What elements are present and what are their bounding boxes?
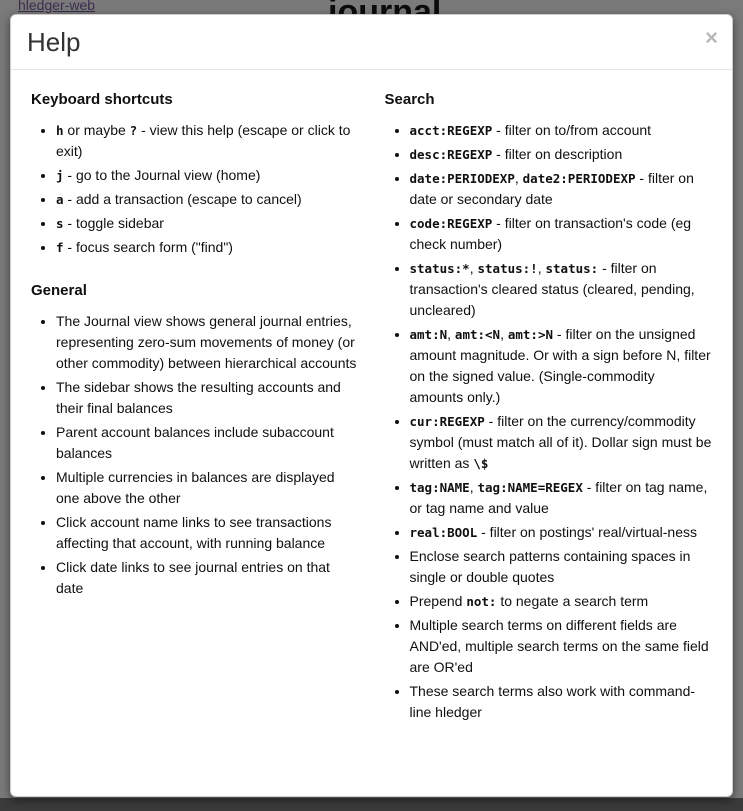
close-icon[interactable]: ×: [705, 25, 718, 50]
help-modal: [10, 14, 733, 797]
search-list: [385, 120, 713, 723]
list-item: • tag:NAME, tag:NAME=REGEX - filter on tag name, or tag name and value: [410, 477, 713, 519]
list-item: • Click account name links to see transactions affecting that account, with running balance: [56, 512, 359, 554]
list-item: • s - toggle sidebar: [56, 213, 359, 234]
list-item: • f - focus search form ("find"): [56, 237, 359, 258]
bottom-strip: [0, 798, 743, 811]
list-item: • date:PERIODEXP, date2:PERIODEXP - filter on date or secondary date: [410, 168, 713, 210]
general-list: [31, 311, 359, 599]
list-item: • Enclose search patterns containing spaces in single or double quotes: [410, 546, 713, 588]
section-title-search: Search: [384, 90, 435, 108]
list-item: • Parent account balances include subaccount balances: [56, 422, 359, 464]
list-item: • cur:REGEXP - filter on the currency/commodity symbol (must match all of it). Dollar sign must be written as \$: [410, 411, 713, 474]
modal-title: Help: [27, 27, 81, 57]
list-item: • h or maybe ? - view this help (escape or click to exit): [56, 120, 359, 162]
list-item: • code:REGEXP - filter on transaction's code (eg check number): [410, 213, 713, 255]
list-item: • These search terms also work with command-line hledger: [410, 681, 713, 723]
section-title-keyboard-shortcuts: Keyboard shortcuts: [31, 90, 173, 108]
list-item: • acct:REGEXP - filter on to/from account: [410, 120, 713, 141]
modal-header: [11, 15, 732, 70]
list-item: • status:*, status:!, status: - filter on transaction's cleared status (cleared, pending, uncleared): [410, 258, 713, 321]
list-item: • j - go to the Journal view (home): [56, 165, 359, 186]
list-item: • The sidebar shows the resulting accounts and their final balances: [56, 377, 359, 419]
list-item: • Multiple search terms on different fields are AND'ed, multiple search terms on the same field are OR'ed: [410, 615, 713, 678]
list-item: • desc:REGEXP - filter on description: [410, 144, 713, 165]
modal-body: [11, 70, 732, 753]
list-item: • Prepend not: to negate a search term: [410, 591, 713, 612]
list-item: • The Journal view shows general journal entries, representing zero-sum movements of money (or other commodity) between hierarchical accounts: [56, 311, 359, 374]
list-item: • a - add a transaction (escape to cancel): [56, 189, 359, 210]
left-column: [31, 84, 359, 733]
list-item: • Click date links to see journal entries on that date: [56, 557, 359, 599]
keyboard-shortcuts-list: [31, 120, 359, 258]
list-item: • amt:N, amt:<N, amt:>N - filter on the unsigned amount magnitude. Or with a sign before N, filter on the signed value. (Single-commodity amounts only.): [410, 324, 713, 408]
list-item: • real:BOOL - filter on postings' real/virtual-ness: [410, 522, 713, 543]
right-column: [385, 84, 713, 733]
section-title-general: General: [31, 281, 87, 299]
list-item: • Multiple currencies in balances are displayed one above the other: [56, 467, 359, 509]
